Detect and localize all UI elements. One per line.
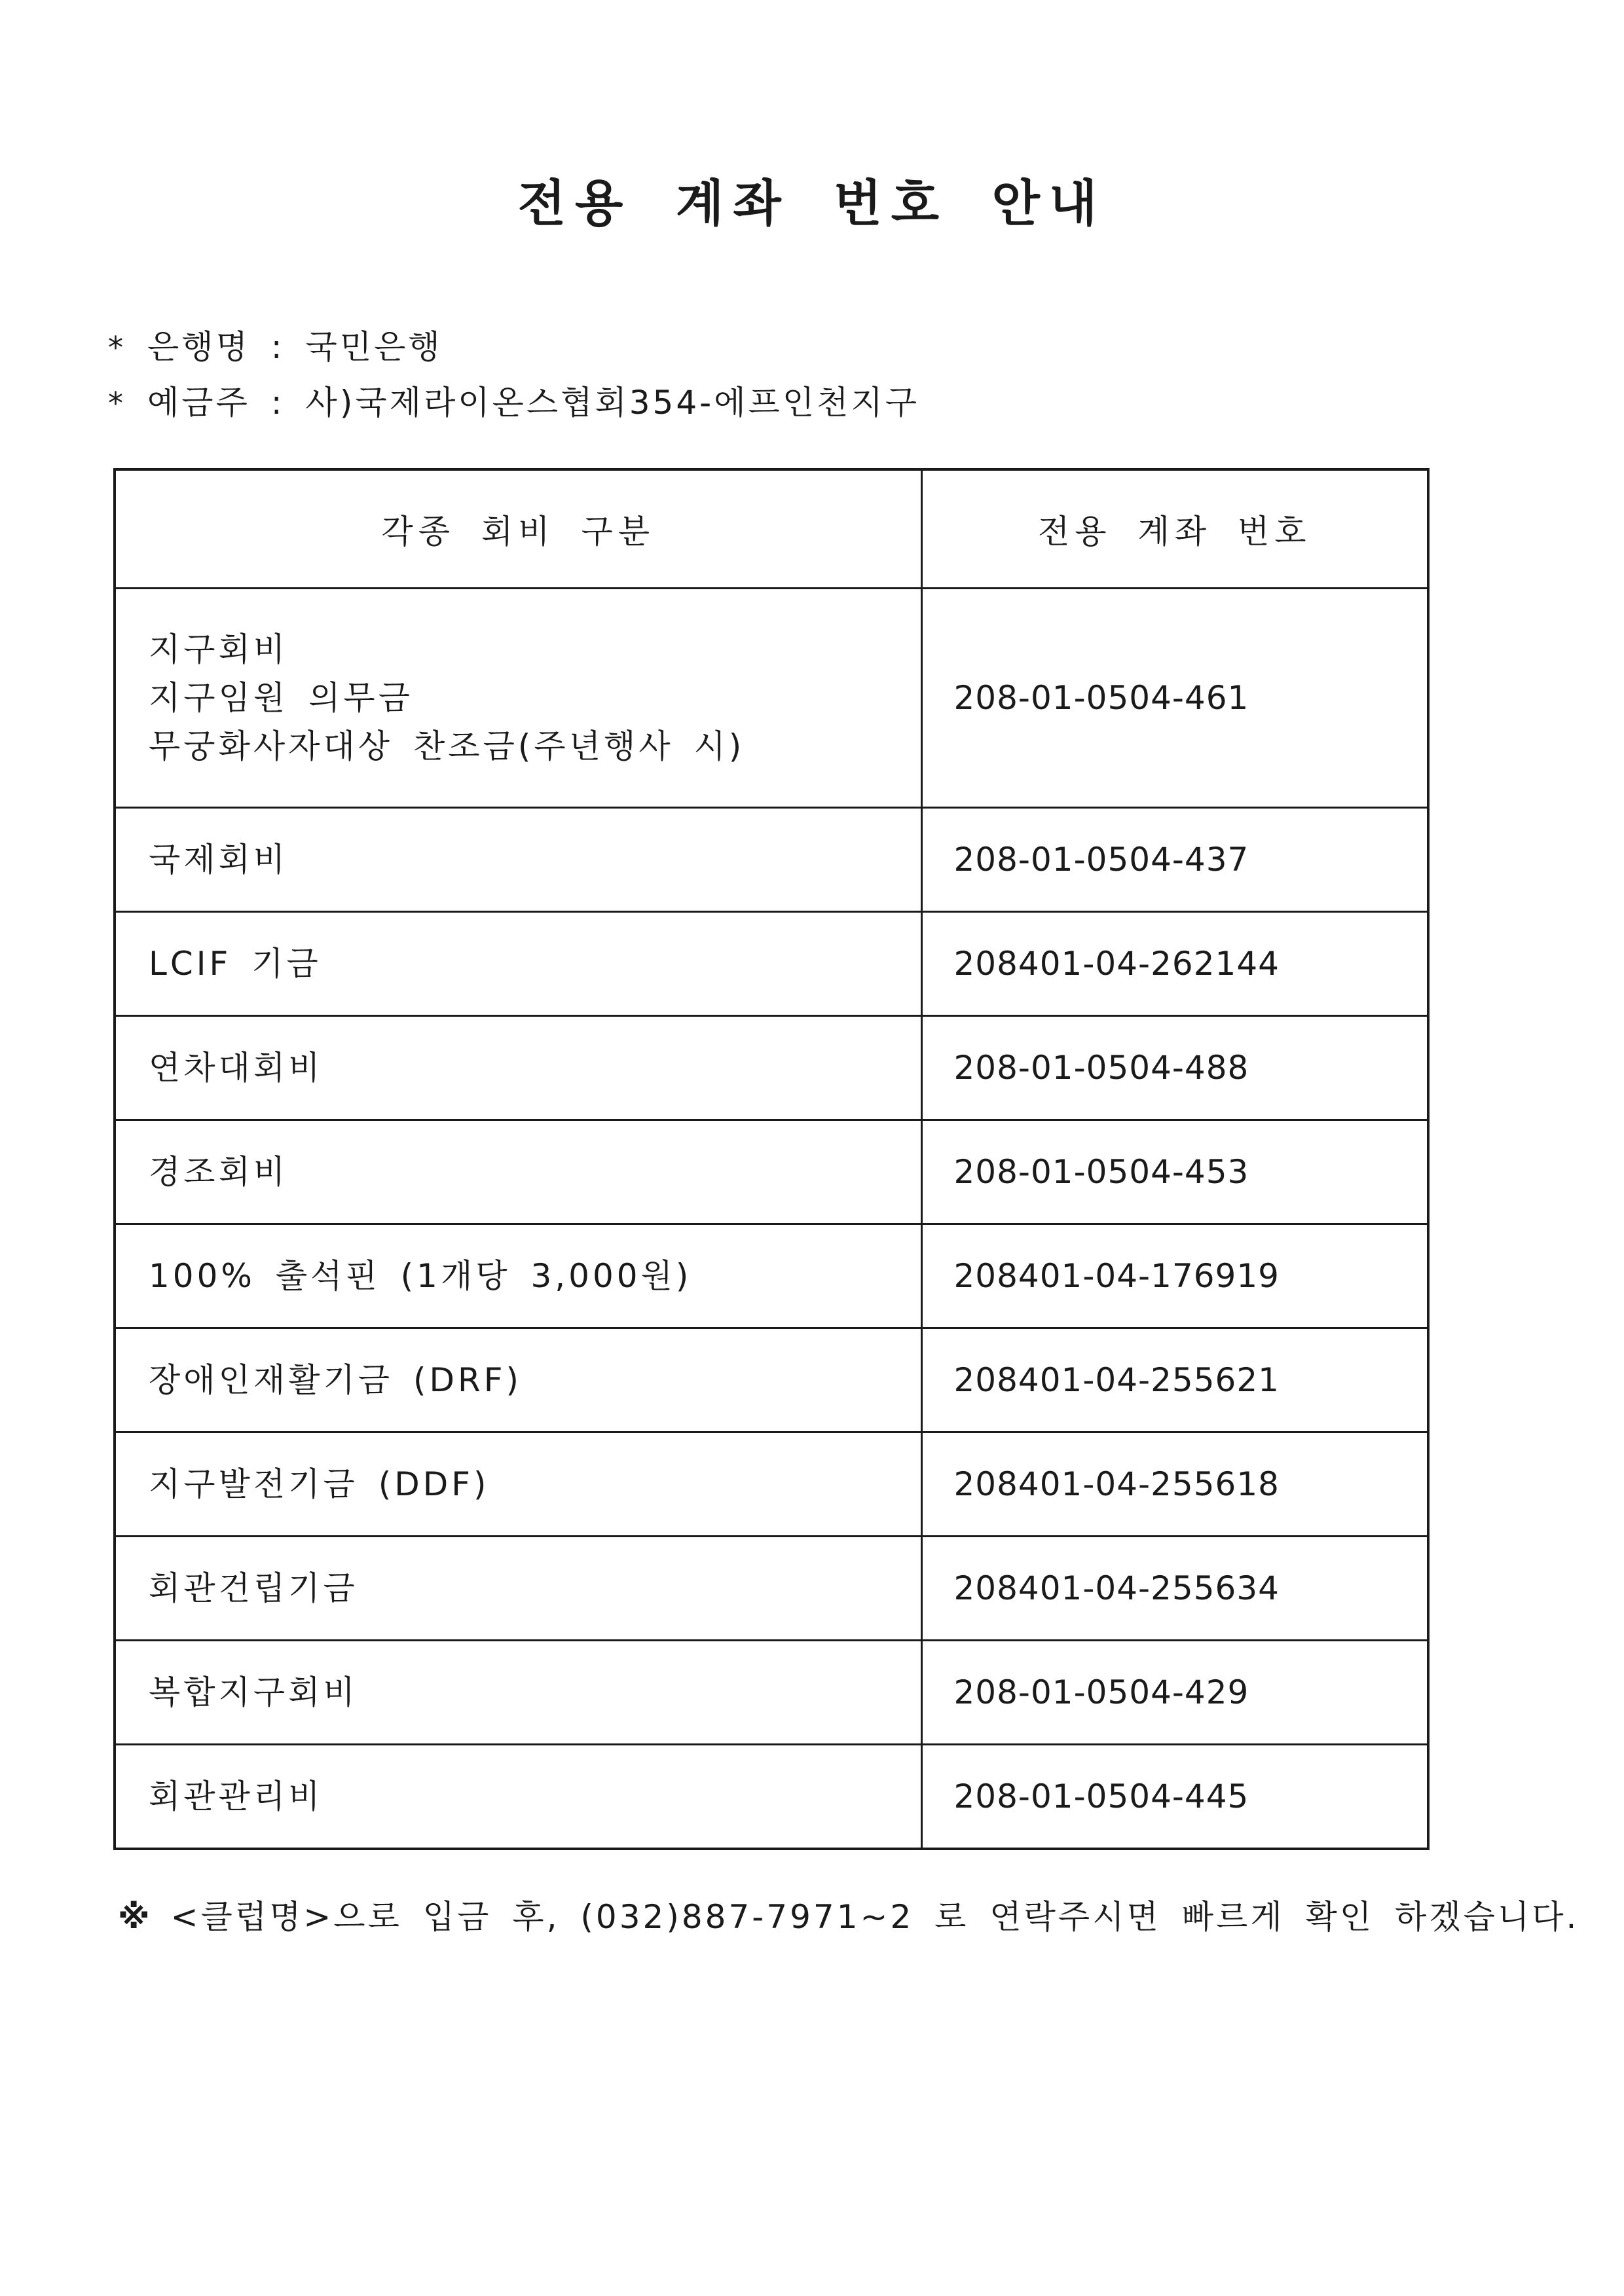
table-row xyxy=(115,1641,1428,1745)
account-number-cell: 208401-04-262144 xyxy=(921,912,1428,1016)
category-line: 지구회비 xyxy=(149,630,289,668)
header-category: 각종 회비 구분 xyxy=(115,469,921,589)
category-cell: 복합지구회비 xyxy=(115,1641,921,1745)
table-row xyxy=(115,1745,1428,1850)
account-number-cell: 208-01-0504-461 xyxy=(921,589,1428,808)
category-cell: 회관관리비 xyxy=(115,1745,921,1850)
category-cell: 회관건립기금 xyxy=(115,1537,921,1641)
table-header-row xyxy=(115,469,1428,589)
account-number-cell: 208401-04-255634 xyxy=(921,1537,1428,1641)
table-row xyxy=(115,589,1428,808)
bank-name-line xyxy=(108,321,443,368)
category-cell: 지구발전기금 (DDF) xyxy=(115,1432,921,1537)
contact-note xyxy=(118,1891,1579,1938)
category-cell: 100% 출석핀 (1개당 3,000원) xyxy=(115,1224,921,1328)
table-row xyxy=(115,1432,1428,1537)
table-row xyxy=(115,1120,1428,1224)
category-cell: LCIF 기금 xyxy=(115,912,921,1016)
table-row xyxy=(115,1537,1428,1641)
reference-mark: ※ xyxy=(118,1898,153,1936)
account-number-cell: 208401-04-255621 xyxy=(921,1328,1428,1432)
category-cell: 국제회비 xyxy=(115,808,921,912)
account-number-cell: 208-01-0504-453 xyxy=(921,1120,1428,1224)
account-number-cell: 208-01-0504-445 xyxy=(921,1745,1428,1850)
bank-name-text: 은행명 : 국민은행 xyxy=(147,328,443,366)
category-line: 지구임원 의무금 xyxy=(149,679,413,717)
table-row xyxy=(115,1224,1428,1328)
account-number-cell: 208401-04-255618 xyxy=(921,1432,1428,1537)
table-row xyxy=(115,808,1428,912)
category-cell xyxy=(115,589,921,808)
category-cell: 경조회비 xyxy=(115,1120,921,1224)
header-account: 전용 계좌 번호 xyxy=(921,469,1428,589)
account-holder-text: 예금주 : 사)국제라이온스협회354-에프인천지구 xyxy=(147,384,920,422)
category-cell: 장애인재활기금 (DRF) xyxy=(115,1328,921,1432)
account-holder-line xyxy=(108,376,919,424)
account-number-cell: 208-01-0504-437 xyxy=(921,808,1428,912)
page-title: 전용 계좌 번호 안내 xyxy=(517,174,1107,232)
category-cell: 연차대회비 xyxy=(115,1016,921,1120)
account-number-cell: 208-01-0504-488 xyxy=(921,1016,1428,1120)
bullet-asterisk: * xyxy=(108,330,126,365)
table-row xyxy=(115,912,1428,1016)
bullet-asterisk: * xyxy=(108,386,126,421)
account-table xyxy=(113,468,1430,1850)
contact-note-text: <클럽명>으로 입금 후, (032)887-7971~2 로 연락주시면 빠르게 확인 하겠습니다. xyxy=(170,1898,1579,1936)
table-row xyxy=(115,1328,1428,1432)
account-number-cell: 208-01-0504-429 xyxy=(921,1641,1428,1745)
account-number-cell: 208401-04-176919 xyxy=(921,1224,1428,1328)
table-row xyxy=(115,1016,1428,1120)
category-line: 무궁화사자대상 찬조금(주년행사 시) xyxy=(149,727,745,765)
